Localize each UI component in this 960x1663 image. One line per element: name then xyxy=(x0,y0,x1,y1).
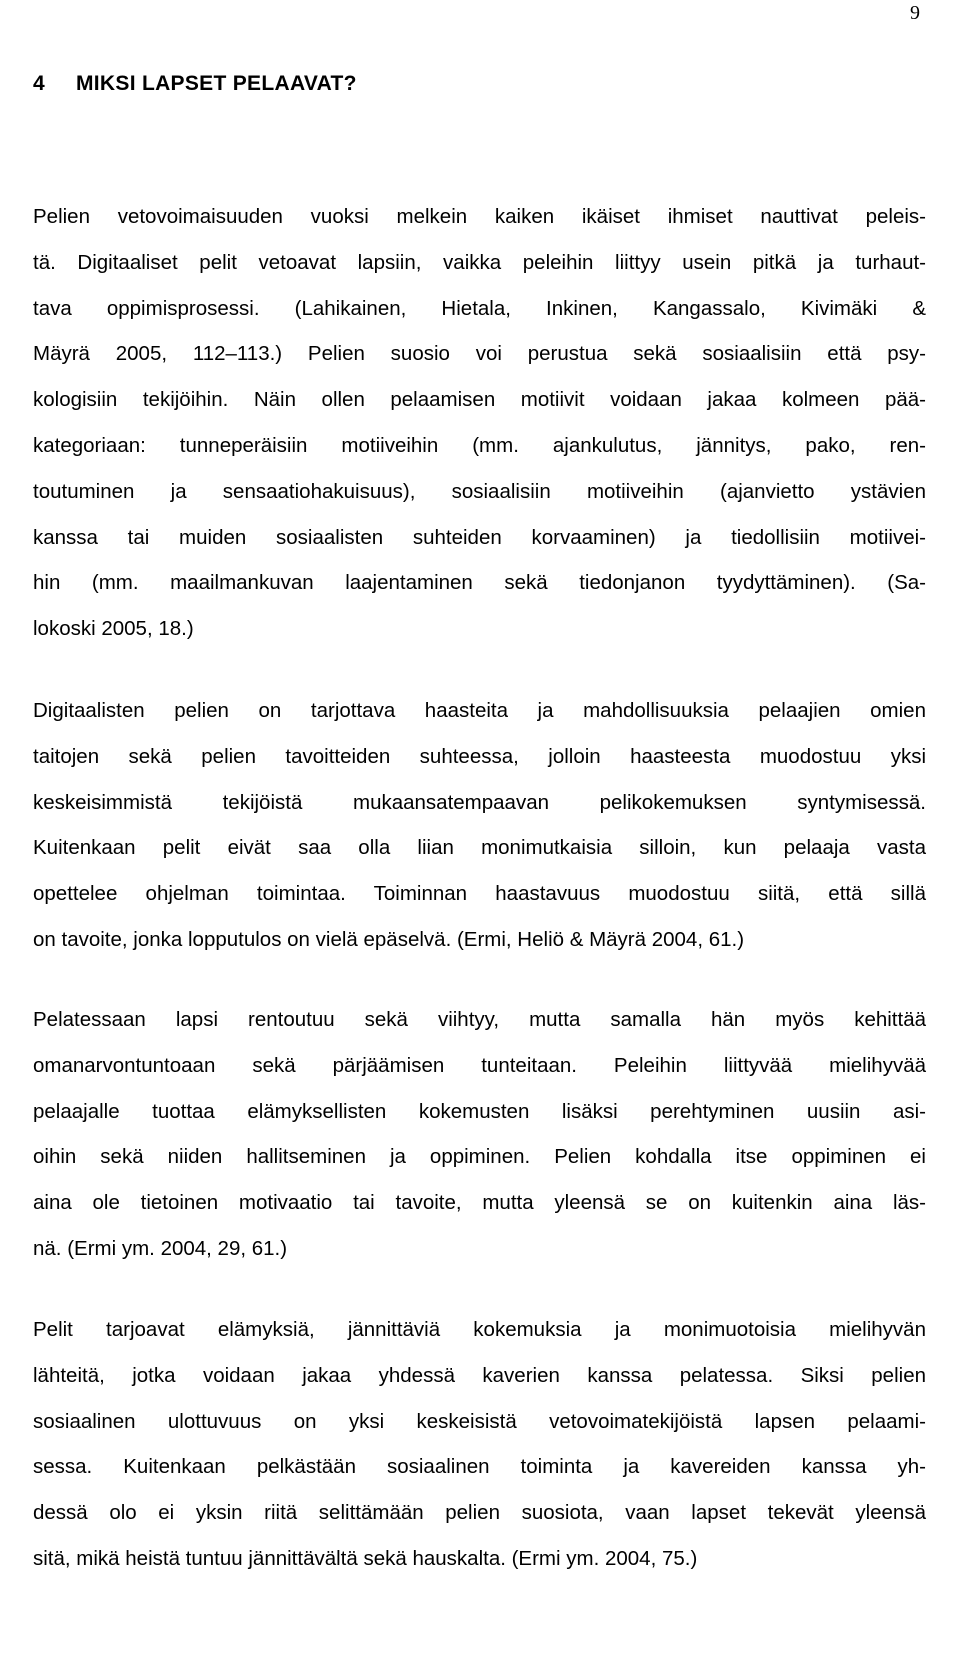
paragraph-3 xyxy=(33,997,926,1272)
paragraph-line: sessa. Kuitenkaan pelkästään sosiaalinen toiminta ja kavereiden kanssa yh- xyxy=(33,1455,926,1479)
paragraph-4 xyxy=(33,1307,926,1582)
paragraph-line: tava oppimisprosessi. (Lahikainen, Hietala, Inkinen, Kangassalo, Kivimäki & xyxy=(33,296,926,320)
paragraph-line: oihin sekä niiden hallitseminen ja oppiminen. Pelien kohdalla itse oppiminen ei xyxy=(33,1145,926,1169)
paragraph-line: tä. Digitaaliset pelit vetoavat lapsiin, vaikka peleihin liittyy usein pitkä ja turhaut- xyxy=(33,250,926,274)
paragraph-line: pelaajalle tuottaa elämyksellisten kokemusten lisäksi perehtyminen uusiin asi- xyxy=(33,1099,926,1123)
paragraph-line: Kuitenkaan pelit eivät saa olla liian monimutkaisia silloin, kun pelaaja vasta xyxy=(33,836,926,860)
paragraph-line: Digitaalisten pelien on tarjottava haasteita ja mahdollisuuksia pelaajien omien xyxy=(33,699,926,722)
paragraph-line: sosiaalinen ulottuvuus on yksi keskeisistä vetovoimatekijöistä lapsen pelaami- xyxy=(33,1409,926,1433)
paragraph-1 xyxy=(33,194,926,652)
paragraph-line: hin (mm. maailmankuvan laajentaminen sekä tiedonjanon tyydyttäminen). (Sa- xyxy=(33,571,926,595)
paragraph-line: Pelatessaan lapsi rentoutuu sekä viihtyy, mutta samalla hän myös kehittää xyxy=(33,1008,926,1031)
chapter-heading xyxy=(33,72,357,96)
paragraph-line: sitä, mikä heistä tuntuu jännittävältä sekä hauskalta. (Ermi ym. 2004, 75.) xyxy=(33,1546,698,1570)
paragraph-line: keskeisimmistä tekijöistä mukaansatempaavan pelikokemuksen syntymisessä. xyxy=(33,790,926,814)
paragraph-line: kategoriaan: tunneperäisiin motiiveihin (mm. ajankulutus, jännitys, pako, ren- xyxy=(33,433,926,457)
paragraph-line: kanssa tai muiden sosiaalisten suhteiden korvaaminen) ja tiedollisiin motiivei- xyxy=(33,525,926,549)
paragraph-line: Mäyrä 2005, 112–113.) Pelien suosio voi perustua sekä sosiaalisiin että psy- xyxy=(33,342,926,366)
paragraph-line: kologisiin tekijöihin. Näin ollen pelaamisen motiivit voidaan jakaa kolmeen pää- xyxy=(33,388,926,412)
paragraph-line: opettelee ohjelman toimintaa. Toiminnan haastavuus muodostuu siitä, että sillä xyxy=(33,882,926,906)
paragraph-line: nä. (Ermi ym. 2004, 29, 61.) xyxy=(33,1236,288,1260)
chapter-title: MIKSI LAPSET PELAAVAT? xyxy=(76,72,357,95)
paragraph-line: lähteitä, jotka voidaan jakaa yhdessä kaverien kanssa pelatessa. Siksi pelien xyxy=(33,1363,926,1387)
paragraph-line: taitojen sekä pelien tavoitteiden suhteessa, jolloin haasteesta muodostuu yksi xyxy=(33,744,926,768)
page-number: 9 xyxy=(910,2,920,24)
paragraph-line: dessä olo ei yksin riitä selittämään pelien suosiota, vaan lapset tekevät yleensä xyxy=(33,1501,926,1525)
paragraph-line: on tavoite, jonka lopputulos on vielä epäselvä. (Ermi, Heliö & Mäyrä 2004, 61.) xyxy=(33,927,745,951)
chapter-number: 4 xyxy=(33,72,45,95)
paragraph-line: Pelit tarjoavat elämyksiä, jännittäviä kokemuksia ja monimuotoisia mielihyvän xyxy=(33,1318,926,1341)
paragraph-line: toutuminen ja sensaatiohakuisuus), sosiaalisiin motiiveihin (ajanvietto ystävien xyxy=(33,479,926,503)
paragraph-line: omanarvontuntoaan sekä pärjäämisen tunteitaan. Peleihin liittyvää mielihyvää xyxy=(33,1053,926,1077)
paragraph-2 xyxy=(33,688,926,963)
paragraph-line: lokoski 2005, 18.) xyxy=(33,617,194,641)
paragraph-line: Pelien vetovoimaisuuden vuoksi melkein kaiken ikäiset ihmiset nauttivat peleis- xyxy=(33,205,926,228)
paragraph-line: aina ole tietoinen motivaatio tai tavoite, mutta yleensä se on kuitenkin aina läs- xyxy=(33,1191,926,1215)
